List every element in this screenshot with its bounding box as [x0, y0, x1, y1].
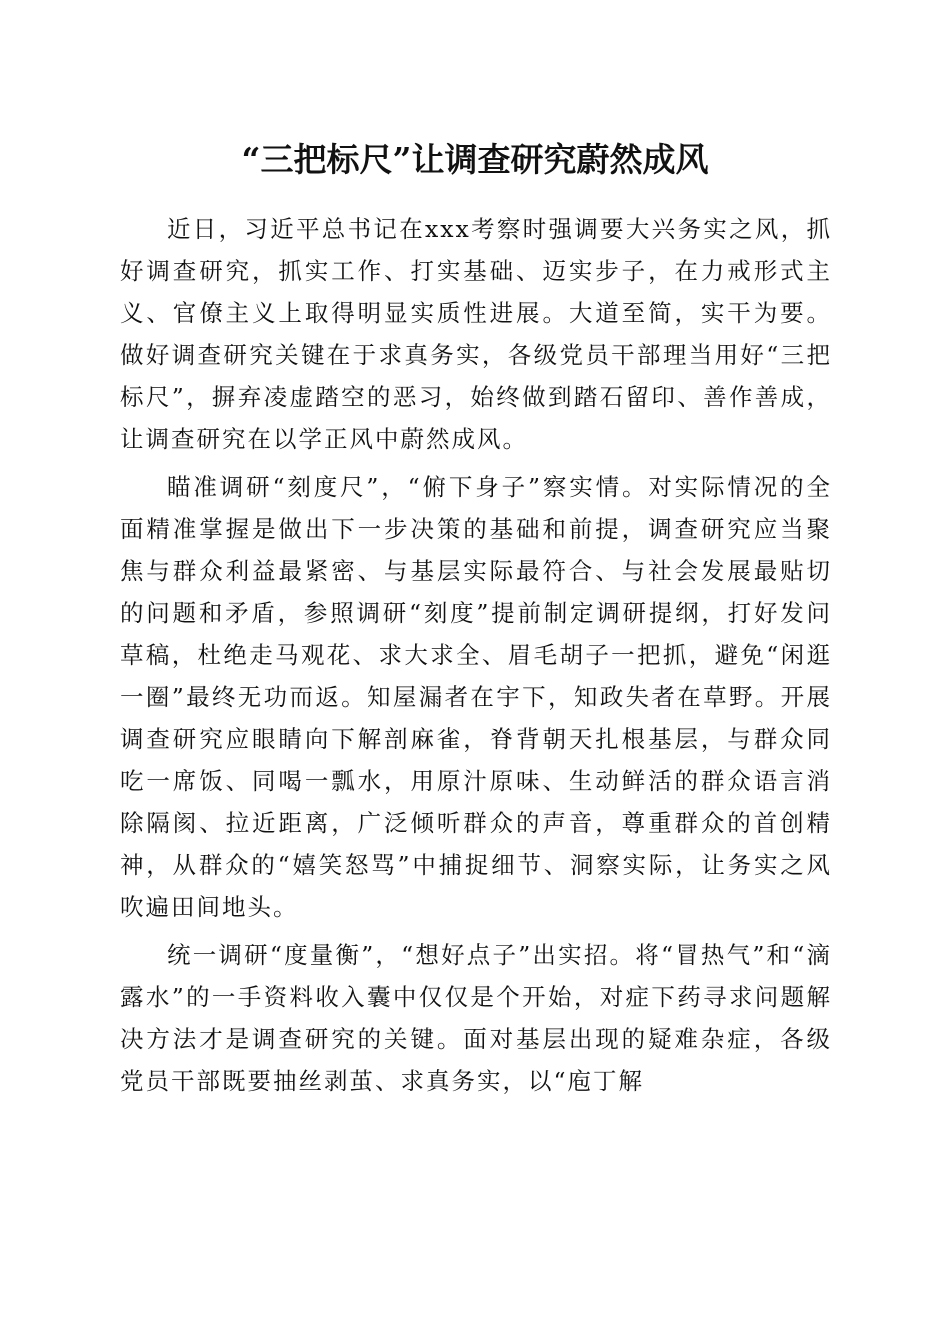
document-body [120, 208, 832, 1108]
document-title: “三把标尺”让调查研究蔚然成风 [241, 140, 709, 179]
paragraph-intro: 近日，习近平总书记在xxx考察时强调要大兴务实之风，抓好调查研究，抓实工作、打实基础、迈实步子，在力戒形式主义、官僚主义上取得明显实质性进展。大道至简，实干为要。做好调查研究关键在于求真务实，各级党员干部理当用好“三把标尺”，摒弃凌虚踏空的恶习，始终做到踏石留印、善作善成，让调查研究在以学正风中蔚然成风。 [120, 215, 832, 453]
paragraph-measure-scale: 瞄准调研“刻度尺”，“俯下身子”察实情。对实际情况的全面精准掌握是做出下一步决策的基础和前提，调查研究应当聚焦与群众利益最紧密、与基层实际最符合、与社会发展最贴切的问题和矛盾，参照调研“刻度”提前制定调研提纲，打好发问草稿，杜绝走马观花、求大求全、眉毛胡子一把抓，避免“闲逛一圈”最终无功而返。知屋漏者在宇下，知政失者在草野。开展调查研究应眼睛向下解剖麻雀，脊背朝天扎根基层，与群众同吃一席饭、同喝一瓢水，用原汁原味、生动鲜活的群众语言消除隔阂、拉近距离，广泛倾听群众的声音，尊重群众的首创精神，从群众的“嬉笑怒骂”中捕捉细节、洞察实际，让务实之风吹遍田间地头。 [120, 473, 832, 921]
paragraph-unify-standards: 统一调研“度量衡”，“想好点子”出实招。将“冒热气”和“滴露水”的一手资料收入囊中仅仅是个开始，对症下药寻求问题解决方法才是调查研究的关键。面对基层出现的疑难杂症，各级党员干部既要抽丝剥茧、求真务实，以“庖丁解 [120, 941, 832, 1095]
